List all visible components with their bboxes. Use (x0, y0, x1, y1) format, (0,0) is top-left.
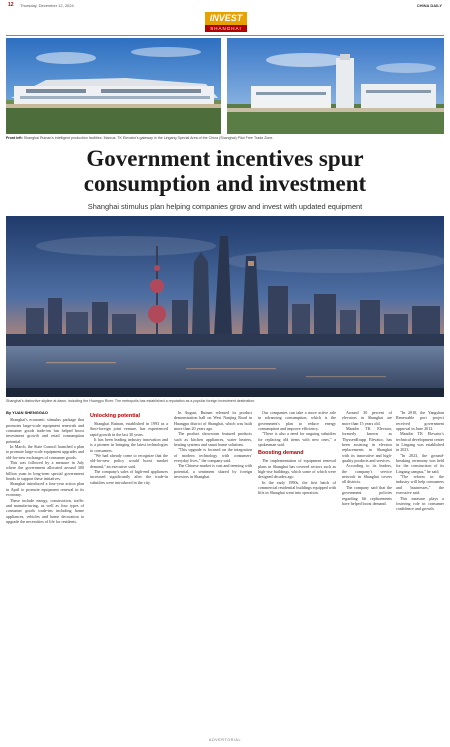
paragraph: Shanghai introduced a four-year action plan in April to promote equipment renewal in its economy. (6, 481, 84, 498)
headline (6, 146, 444, 196)
top-photo-caption-lead: Front left: (6, 136, 23, 140)
top-photo-caption-text: Shanghai Ruinan's intelligent production facilities. Marcus. TK Elevator's gateway in the Lingang Special Area of the China (Shanghai) Pilot Free Trade Zone. (23, 136, 274, 140)
paragraph: "We had already come to recognize that the old-for-new policy would boost market demand," an executive said. (90, 453, 168, 469)
paragraph: Our companies can take a more active role in advancing consumption, which is the government's plan to reduce energy consumption and improve efficiency. (258, 410, 336, 432)
top-photo (6, 38, 444, 134)
paragraph: Mandin TK Elevator's technical development center in Lingang was established in 2023. (396, 431, 444, 453)
paragraph: "This upgrade is focused on the integration of modern technology with consumers' everyday lives," the company said. (174, 447, 252, 464)
page-number: 12 (8, 2, 14, 8)
header-divider (6, 35, 444, 36)
logo-brand: INVEST (205, 12, 247, 25)
article-column-4 (258, 410, 336, 732)
factory-photo-image (6, 38, 444, 134)
paragraph: The Chinese market is vast and teeming with potential, a sentiment shared by foreign investors in Shanghai. (174, 463, 252, 480)
article-column-2 (90, 410, 168, 732)
paragraph: This measure plays a fostering role in consumer confidence and growth. (396, 495, 444, 512)
paragraph: In March, the State Council launched a plan to promote large-scale equipment upgrades and old-for-new exchanges of consumer goods. (6, 444, 84, 460)
article-column-6 (396, 410, 444, 732)
skyline-photo (6, 216, 444, 397)
paragraph: According to its leaders, the company's service network in Shanghai covers all districts. (342, 463, 392, 485)
section-heading-boosting-demand: Boosting demand (258, 450, 304, 457)
section-logo (205, 12, 247, 33)
paragraph: "In 2010, the Yangshan Renewable port project received government approval in June 2012. (396, 410, 444, 432)
newspaper-name: CHINA DAILY (416, 3, 442, 8)
article-column-1 (6, 410, 84, 732)
paragraph: The company's sales of high-end appliances increased significantly after the trade-in subsidies were introduced in the city. (90, 469, 168, 485)
byline: By YUAN SHENGGAO (6, 410, 48, 415)
headline-line-1: Government incentives spur (86, 146, 364, 171)
paragraph: The company said that the government policies regarding lift replacements have helped boost demand. (342, 484, 392, 506)
paragraph: In August, Ruinan released its product demonstration hall on West Nanjing Road in Huangpu district of Shanghai, which was built more than 20 years ago. (174, 410, 252, 432)
paragraph: Mandin TK Elevator, formerly known as ThyssenKrupp Elevator, has been assisting in elevator replacements in Shanghai with its innovative and high-quality products and services. (342, 426, 392, 464)
paragraph: In the early 1990s, the first batch of commercial residential buildings equipped with lifts in Shanghai went into operation. (258, 479, 336, 496)
paragraph: Shanghai's economic stimulus package that promotes large-scale equipment renewals and consumer goods trade-ins has helped boost investment growth and retail consumption potential. (6, 417, 84, 444)
section-heading-unlocking-potential: Unlocking potential (90, 413, 141, 419)
paragraph: These include energy, construction, traffic and manufacturing, as well as four types of consumer goods trade-ins including home appliances, vehicles and home decoration to upgrade the necessities of life for residents. (6, 497, 84, 524)
logo-city: SHANGHAI (205, 25, 247, 32)
paragraph: It has been leading industry innovation and is a pioneer in bringing the latest technologies to consumers. (90, 437, 168, 453)
subheadline: Shanghai stimulus plan helping companies grow and invest with updated equipment (87, 202, 363, 211)
paragraph: "In 2023, the ground-breaking ceremony was held for the construction of its Lingang campus," he said. (396, 452, 444, 474)
issue-date: Thursday, December 12, 2024 (20, 3, 74, 8)
top-photo-caption (6, 136, 444, 140)
article-column-3 (174, 410, 252, 732)
paragraph: Shanghai Ruinan, established in 1993 as a Sino-foreign joint venture, has experienced rapid growth in the last 30 years. (90, 421, 168, 437)
paragraph: "The reform in the industry will help consumers and businesses," the executive said. (396, 474, 444, 496)
paragraph: The product showroom featured products such as kitchen appliances, water heaters, heating systems and smart home solutions. (174, 431, 252, 448)
paragraph: The implementation of equipment renewal plans in Shanghai has covered sectors such as high-rise buildings, which some of which were designed decades ago. (258, 458, 336, 480)
paragraph: This was followed by a measure in July where the government allocated around 300 billion yuan in long-term special government bonds to support these initiatives. (6, 460, 84, 482)
paragraph: "There is also a need for ongoing subsidies for replacing old items with new ones," a spokesman said. (258, 431, 336, 448)
paragraph: Around 30 percent of elevators in Shanghai are more than 15 years old. (342, 410, 392, 426)
skyline-photo-image (6, 216, 444, 397)
article-column-5 (342, 410, 392, 732)
skyline-photo-caption: Shanghai's distinctive skyline at dawn, including the Huangpu River. The metropolis has established a reputation as a popular foreign investment destination. (6, 399, 256, 403)
headline-line-2: consumption and investment (83, 171, 367, 196)
advertorial-label: ADVERTORIAL (208, 738, 242, 742)
